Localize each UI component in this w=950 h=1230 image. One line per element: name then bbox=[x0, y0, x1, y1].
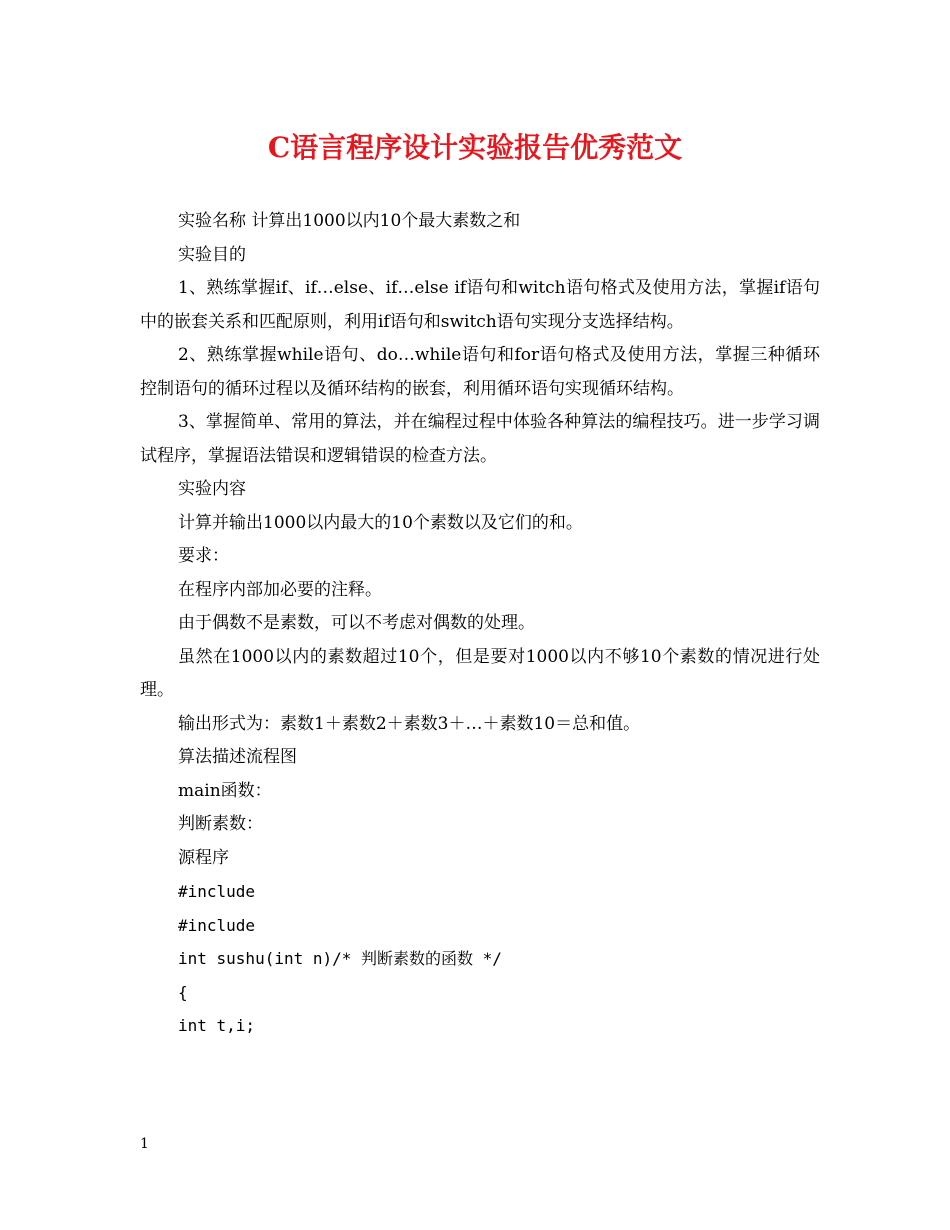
document-body bbox=[140, 205, 820, 1043]
code-line: #include bbox=[178, 915, 256, 935]
paragraph-main-function: main函数： bbox=[178, 780, 272, 801]
paragraph-requirement-3: 虽然在1000以内的素数超过10个，但是要对1000以内不够10个素数的情况进行处理。 bbox=[140, 646, 820, 700]
paragraph-purpose-2: 2、熟练掌握while语句、do…while语句和for语句格式及使用方法，掌握三种循环控制语句的循环过程以及循环结构的嵌套，利用循环语句实现循环结构。 bbox=[140, 345, 820, 399]
code-line: int t,i; bbox=[178, 1016, 256, 1035]
paragraph-flowchart-heading: 算法描述流程图 bbox=[178, 747, 297, 767]
code-line: int sushu(int n)/* 判断素数的函数 */ bbox=[178, 949, 502, 968]
paragraph-content: 计算并输出1000以内最大的10个素数以及它们的和。 bbox=[178, 512, 583, 533]
paragraph-output-format: 输出形式为：素数1＋素数2＋素数3＋…＋素数10＝总和值。 bbox=[178, 713, 641, 734]
paragraph-source-heading: 源程序 bbox=[178, 847, 229, 868]
paragraph-requirement-1: 在程序内部加必要的注释。 bbox=[178, 579, 382, 600]
paragraph-purpose-heading: 实验目的 bbox=[178, 244, 246, 265]
code-line: { bbox=[178, 982, 188, 1002]
page-number: 1 bbox=[140, 1136, 149, 1152]
code-line: #include bbox=[178, 882, 256, 901]
paragraph-requirements-heading: 要求： bbox=[178, 546, 229, 566]
paragraph-purpose-3: 3、掌握简单、常用的算法，并在编程过程中体验各种算法的编程技巧。进一步学习调试程序，掌握语法错误和逻辑错误的检查方法。 bbox=[140, 412, 820, 466]
paragraph-purpose-1: 1、熟练掌握if、if…else、if…else if语句和witch语句格式及使用方法，掌握if语句中的嵌套关系和匹配原则，利用if语句和switch语句实现分支选择结构。 bbox=[140, 278, 820, 332]
paragraph-experiment-name: 实验名称 计算出1000以内10个最大素数之和 bbox=[178, 211, 521, 231]
paragraph-requirement-2: 由于偶数不是素数，可以不考虑对偶数的处理。 bbox=[178, 613, 535, 633]
document-title: C语言程序设计实验报告优秀范文 bbox=[267, 131, 683, 164]
paragraph-prime-check: 判断素数： bbox=[178, 814, 263, 834]
paragraph-content-heading: 实验内容 bbox=[178, 479, 246, 499]
